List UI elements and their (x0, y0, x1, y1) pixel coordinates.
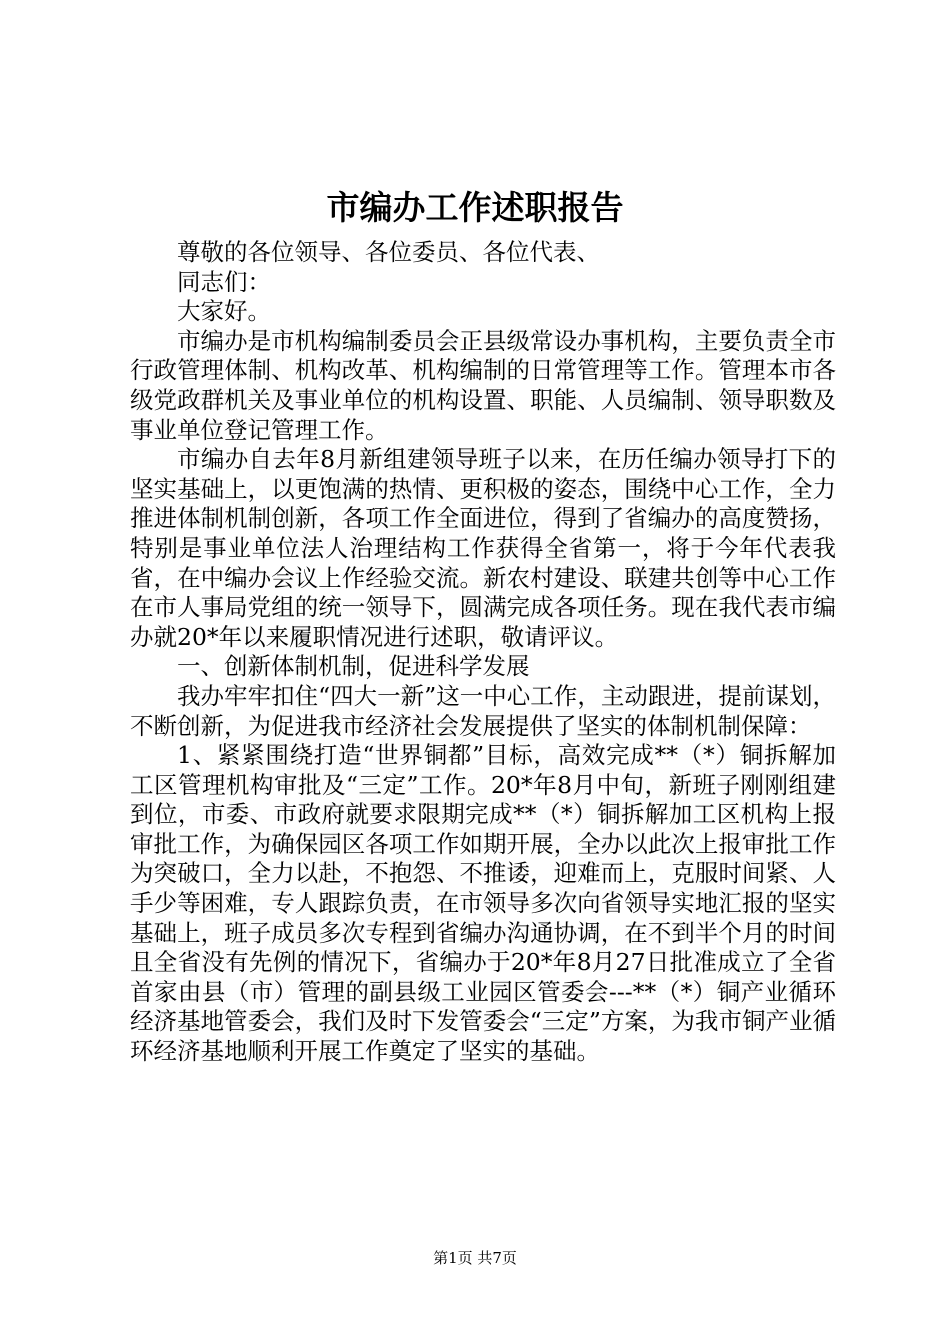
salutation-line: 同志们： (177, 267, 271, 296)
body-paragraph: 市编办是市机构编制委员会正县级常设办事机构，主要负责全市行政管理体制、机构改革、机构编制的日常管理等工作。管理本市各级党政群机关及事业单位的机构设置、职能、人员编制、领导职数及事业单位登记管理工作。 (130, 326, 836, 444)
body-paragraph: 1、紧紧围绕打造“世界铜都”目标，高效完成**（*）铜拆解加工区管理机构审批及“三定”工作。20*年8月中旬，新班子刚刚组建到位，市委、市政府就要求限期完成**（*）铜拆解加工区机构上报审批工作，为确保园区各项工作如期开展，全办以此次上报审批工作为突破口，全力以赴，不抱怨、不推诿，迎难而上，克服时间紧、人手少等困难，专人跟踪负责，在市领导多次向省领导实地汇报的坚实基础上，班子成员多次专程到省编办沟通协调，在不到半个月的时间且全省没有先例的情况下，省编办于20*年8月27日批准成立了全省首家由县（市）管理的副县级工业园区管委会---**（*）铜产业循环经济基地管委会，我们及时下发管委会“三定”方案，为我市铜产业循环经济基地顺利开展工作奠定了坚实的基础。 (130, 741, 836, 1066)
section-heading: 一、创新体制机制，促进科学发展 (177, 652, 530, 681)
greeting-line: 大家好。 (177, 297, 271, 326)
page-footer: 第1页 共7页 (433, 1249, 517, 1267)
document-title: 市编办工作述职报告 (326, 188, 624, 227)
body-paragraph: 市编办自去年8月新组建领导班子以来，在历任编办领导打下的坚实基础上，以更饱满的热情、更积极的姿态，围绕中心工作，全力推进体制机制创新，各项工作全面进位，得到了省编办的高度赞扬，特别是事业单位法人治理结构工作获得全省第一，将于今年代表我省，在中编办会议上作经验交流。新农村建设、联建共创等中心工作在市人事局党组的统一领导下，圆满完成各项任务。现在我代表市编办就20*年以来履职情况进行述职，敬请评议。 (130, 445, 836, 651)
salutation-line: 尊敬的各位领导、各位委员、各位代表、 (177, 238, 600, 266)
document-body (130, 238, 836, 1067)
body-paragraph: 我办牢牢扣住“四大一新”这一中心工作，主动跟进，提前谋划，不断创新，为促进我市经济社会发展提供了坚实的体制机制保障： (130, 681, 836, 740)
